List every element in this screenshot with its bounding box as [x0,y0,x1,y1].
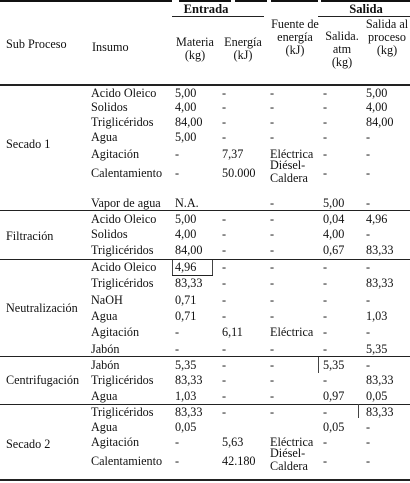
cell-fuente: - [270,115,275,129]
group-label: Secado 1 [6,137,51,151]
cell-insumo: Agitación [91,435,140,449]
group-rule [0,259,410,260]
cell-atm: - [323,435,328,449]
cell-atm: 0,05 [323,420,345,434]
cell-insumo: Triglicéridos [91,243,154,257]
group-rule [0,356,410,357]
cell-fuente: - [270,130,275,144]
cell-proceso: 4,96 [366,212,388,226]
cell-fuente: - [270,86,275,100]
cell-atm: - [323,454,328,468]
cell-atm: - [323,325,328,339]
cell-atm: - [323,115,328,129]
cell-energia: - [222,405,227,419]
cell-fuente: Diésel-Caldera [270,158,308,185]
cell-fuente: - [270,243,275,257]
cell-proceso: - [366,435,371,449]
cell-fuente: - [270,342,275,356]
cell-insumo: Agua [91,389,118,403]
cell-energia: - [222,373,227,387]
group-label: Centrifugación [6,373,80,387]
cell-proceso: 4,00 [366,100,388,114]
cell-proceso: 84,00 [366,115,394,129]
cell-materia: N.A. [175,196,199,210]
cell-fuente: Eléctrica [270,147,314,161]
cell-insumo: Acido Oleico [91,260,157,274]
cell-atm: - [323,373,328,387]
cell-insumo: Agitación [91,325,140,339]
header-entrada: Entrada [183,2,229,16]
header-energia: Energía (kJ) [224,35,262,62]
cell-proceso: - [366,454,371,468]
cell-materia: - [175,166,180,180]
cell-energia: - [222,342,227,356]
cell-energia: - [222,260,227,274]
cell-materia: 5,00 [175,86,197,100]
group-label: Neutralización [6,301,78,315]
cell-atm: - [323,86,328,100]
cell-proceso: 83,33 [366,373,394,387]
cell-atm: 0,97 [323,389,345,403]
cell-insumo: Triglicéridos [91,373,154,387]
group-rule [0,404,410,405]
cell-insumo: Acido Oleico [91,212,157,226]
cell-materia: 1,03 [175,389,197,403]
cell-proceso: 0,05 [366,389,388,403]
cell-energia: - [222,130,227,144]
cell-atm: 0,04 [323,212,345,226]
cell-insumo: Agua [91,130,118,144]
cell-fuente: - [270,100,275,114]
header-materia: Materia (kg) [176,35,214,62]
cell-materia: - [175,147,180,161]
cell-energia: - [222,276,227,290]
cell-energia: 7,37 [222,147,244,161]
group-rule [0,210,410,211]
cell-energia: 5,63 [222,435,244,449]
cell-atm: 4,00 [323,227,345,241]
cell-atm: - [323,100,328,114]
cell-insumo: Agua [91,420,118,434]
cell-energia: 50.000 [222,166,256,180]
cell-fuente: Eléctrica [270,435,314,449]
table-bottom-rule [0,479,410,481]
cell-insumo: Acido Oleico [91,86,157,100]
cell-materia: 4,96 [175,260,197,274]
cell-materia: 84,00 [175,243,203,257]
cell-atm: - [323,166,328,180]
cell-materia: - [175,454,180,468]
cell-energia: 6,11 [222,325,243,339]
cell-atm: - [323,293,328,307]
cell-materia: 0,05 [175,420,197,434]
cell-materia: - [175,325,180,339]
cell-energia: - [222,389,227,403]
cell-insumo: Triglicéridos [91,115,154,129]
header-salida: Salida [349,2,383,16]
group-label: Secado 2 [6,437,51,451]
cell-materia: 5,00 [175,212,197,226]
cell-atm: - [323,342,328,356]
cell-insumo: Jabón [91,358,120,372]
cell-proceso: 83,33 [366,243,394,257]
cell-materia: 83,33 [175,373,203,387]
cell-energia: - [222,227,227,241]
cell-fuente: - [270,373,275,387]
header-insumo: Insumo [92,40,129,54]
cell-insumo: NaOH [91,293,123,307]
cell-materia: 4,00 [175,227,197,241]
cell-fuente: - [270,276,275,290]
cell-proceso: - [366,325,371,339]
cell-atm: 5,00 [323,196,345,210]
cell-proceso: - [366,147,371,161]
cell-insumo: Solidos [91,227,128,241]
cell-fuente: - [270,260,275,274]
cell-energia: - [222,243,227,257]
cell-proceso: - [366,358,371,372]
cell-proceso: - [366,293,371,307]
cell-energia: - [222,86,227,100]
header-salida-atm: Salida. atm (kg) [325,29,359,69]
cell-materia: 5,35 [175,358,197,372]
cell-materia: 0,71 [175,309,197,323]
cell-proceso: 5,00 [366,86,388,100]
cell-fuente: Eléctrica [270,325,314,339]
cell-energia: - [222,212,227,226]
cell-energia: - [222,100,227,114]
cell-proceso: 83,33 [366,276,394,290]
cell-proceso: - [366,196,371,210]
cell-materia: 0,71 [175,293,197,307]
entrada-underline [172,16,264,17]
cell-energia: - [222,358,227,372]
cell-energia: 42.180 [222,454,256,468]
cell-border [172,260,173,276]
cell-energia: - [222,115,227,129]
cell-proceso: - [366,420,371,434]
cell-fuente: - [270,309,275,323]
cell-atm: 5,35 [323,358,345,372]
cell-proceso: 1,03 [366,309,388,323]
cell-materia: 4,00 [175,100,197,114]
cell-atm: - [323,405,328,419]
cell-insumo: Jabón [91,342,120,356]
cell-atm: 0,67 [323,243,345,257]
cell-border [358,404,359,418]
cell-insumo: Agitación [91,147,140,161]
cell-border [212,260,213,276]
cell-border [318,357,319,373]
cell-atm: - [323,147,328,161]
cell-energia: - [222,293,227,307]
cell-insumo: Triglicéridos [91,276,154,290]
header-salida-proceso: Salida al proceso (kg) [365,17,409,57]
cell-fuente: - [270,405,275,419]
cell-proceso: - [366,260,371,274]
cell-materia: - [175,342,180,356]
header-fuente: Fuente de energía (kJ) [271,17,319,57]
cell-proceso: 83,33 [366,405,394,419]
cell-fuente: Diésel-Caldera [270,446,308,473]
cell-energia: - [222,309,227,323]
cell-proceso: 5,35 [366,342,388,356]
cell-fuente: - [270,358,275,372]
cell-materia: 84,00 [175,115,203,129]
cell-fuente: - [270,293,275,307]
cell-fuente: - [270,212,275,226]
cell-atm: - [323,309,328,323]
group-label: Filtración [6,229,54,243]
cell-insumo: Vapor de agua [91,196,161,210]
cell-proceso: - [366,130,371,144]
cell-fuente: - [270,227,275,241]
cell-materia: 83,33 [175,405,203,419]
cell-materia: - [175,435,180,449]
header-bottom-rule [0,84,410,86]
cell-atm: - [323,276,328,290]
cell-fuente: - [270,389,275,403]
header-sub-proceso: Sub Proceso [6,37,67,51]
cell-insumo: Triglicéridos [91,405,154,419]
cell-insumo: Solidos [91,100,128,114]
cell-proceso: - [366,227,371,241]
cell-atm: - [323,260,328,274]
cell-insumo: Agua [91,309,118,323]
cell-insumo: Calentamiento [91,454,163,468]
cell-materia: 83,33 [175,276,203,290]
cell-proceso: - [366,166,371,180]
cell-fuente: - [270,196,275,210]
cell-materia: 5,00 [175,130,197,144]
cell-insumo: Calentamiento [91,166,163,180]
cell-atm: - [323,130,328,144]
